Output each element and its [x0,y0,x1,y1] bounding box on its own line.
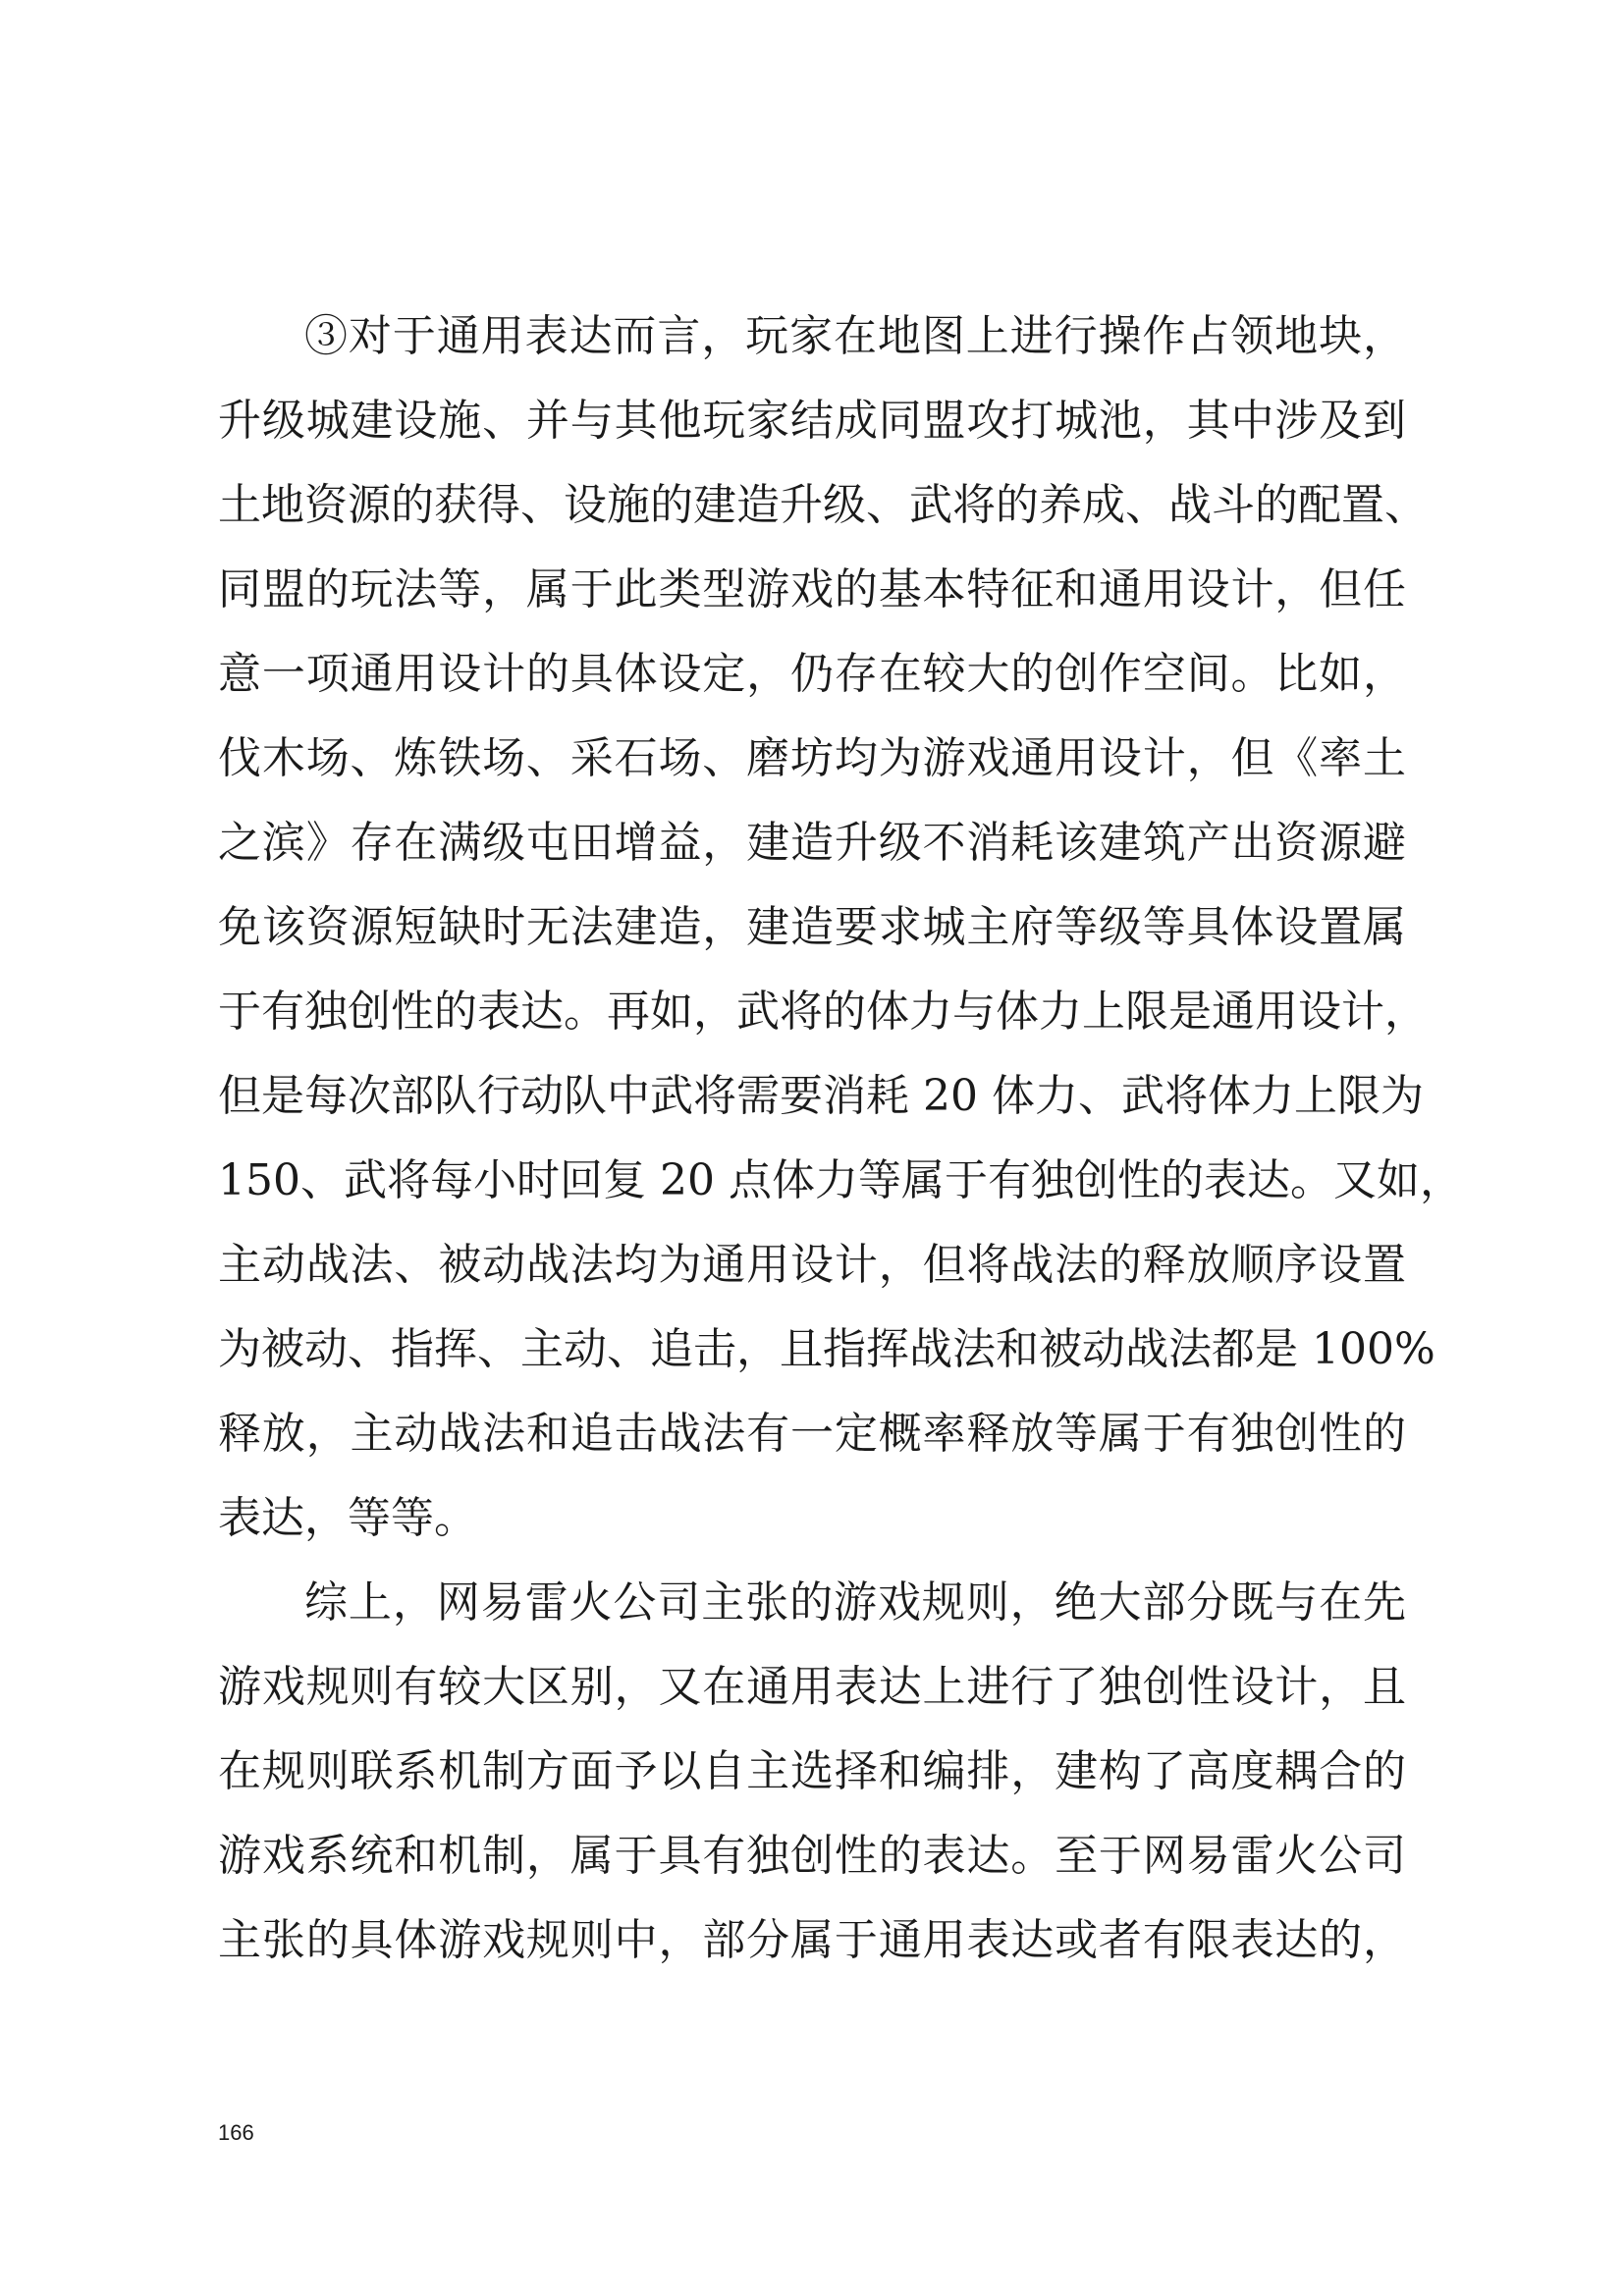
text-line: 于有独创性的表达。再如，武将的体力与体力上限是通用设计， [218,987,1428,1037]
text-line: 释放，主动战法和追击战法有一定概率释放等属于有独创性的 [218,1409,1406,1459]
text-line: 升级城建设施、并与其他玩家结成同盟攻打城池，其中涉及到 [218,396,1406,446]
text-line: 但是每次部队行动队中武将需要消耗 20 体力、武将体力上限为 [218,1071,1424,1121]
text-line: 游戏规则有较大区别，又在通用表达上进行了独创性设计，且 [218,1662,1406,1712]
page-number: 166 [218,2120,254,2145]
text-line: 综上，网易雷火公司主张的游戏规则，绝大部分既与在先 [304,1577,1406,1628]
text-line: 主张的具体游戏规则中，部分属于通用表达或者有限表达的， [218,1915,1406,1965]
paragraph-general-expression [218,294,1463,1561]
text-line: 伐木场、炼铁场、采石场、磨坊均为游戏通用设计，但《率土 [218,733,1406,783]
text-line: 同盟的玩法等，属于此类型游戏的基本特征和通用设计，但任 [218,564,1406,614]
text-line: 主动战法、被动战法均为通用设计，但将战法的释放顺序设置 [218,1240,1406,1290]
text-line: 之滨》存在满级屯田增益，建造升级不消耗该建筑产出资源避 [218,818,1406,868]
text-line: ③对于通用表达而言，玩家在地图上进行操作占领地块， [304,311,1406,361]
text-line: 土地资源的获得、设施的建造升级、武将的养成、战斗的配置、 [218,480,1428,530]
text-line: 150、武将每小时回复 20 点体力等属于有独创性的表达。又如， [218,1155,1463,1205]
text-line: 在规则联系机制方面予以自主选择和编排，建构了高度耦合的 [218,1746,1406,1796]
text-line: 免该资源短缺时无法建造，建造要求城主府等级等具体设置属 [218,902,1406,952]
paragraph-summary [218,1561,1406,1983]
body-text [218,294,1463,1983]
text-line: 游戏系统和机制，属于具有独创性的表达。至于网易雷火公司 [218,1831,1406,1881]
text-line: 表达，等等。 [218,1493,477,1543]
text-line: 意一项通用设计的具体设定，仍存在较大的创作空间。比如， [218,649,1406,699]
text-line: 为被动、指挥、主动、追击，且指挥战法和被动战法都是 100% [218,1324,1435,1374]
